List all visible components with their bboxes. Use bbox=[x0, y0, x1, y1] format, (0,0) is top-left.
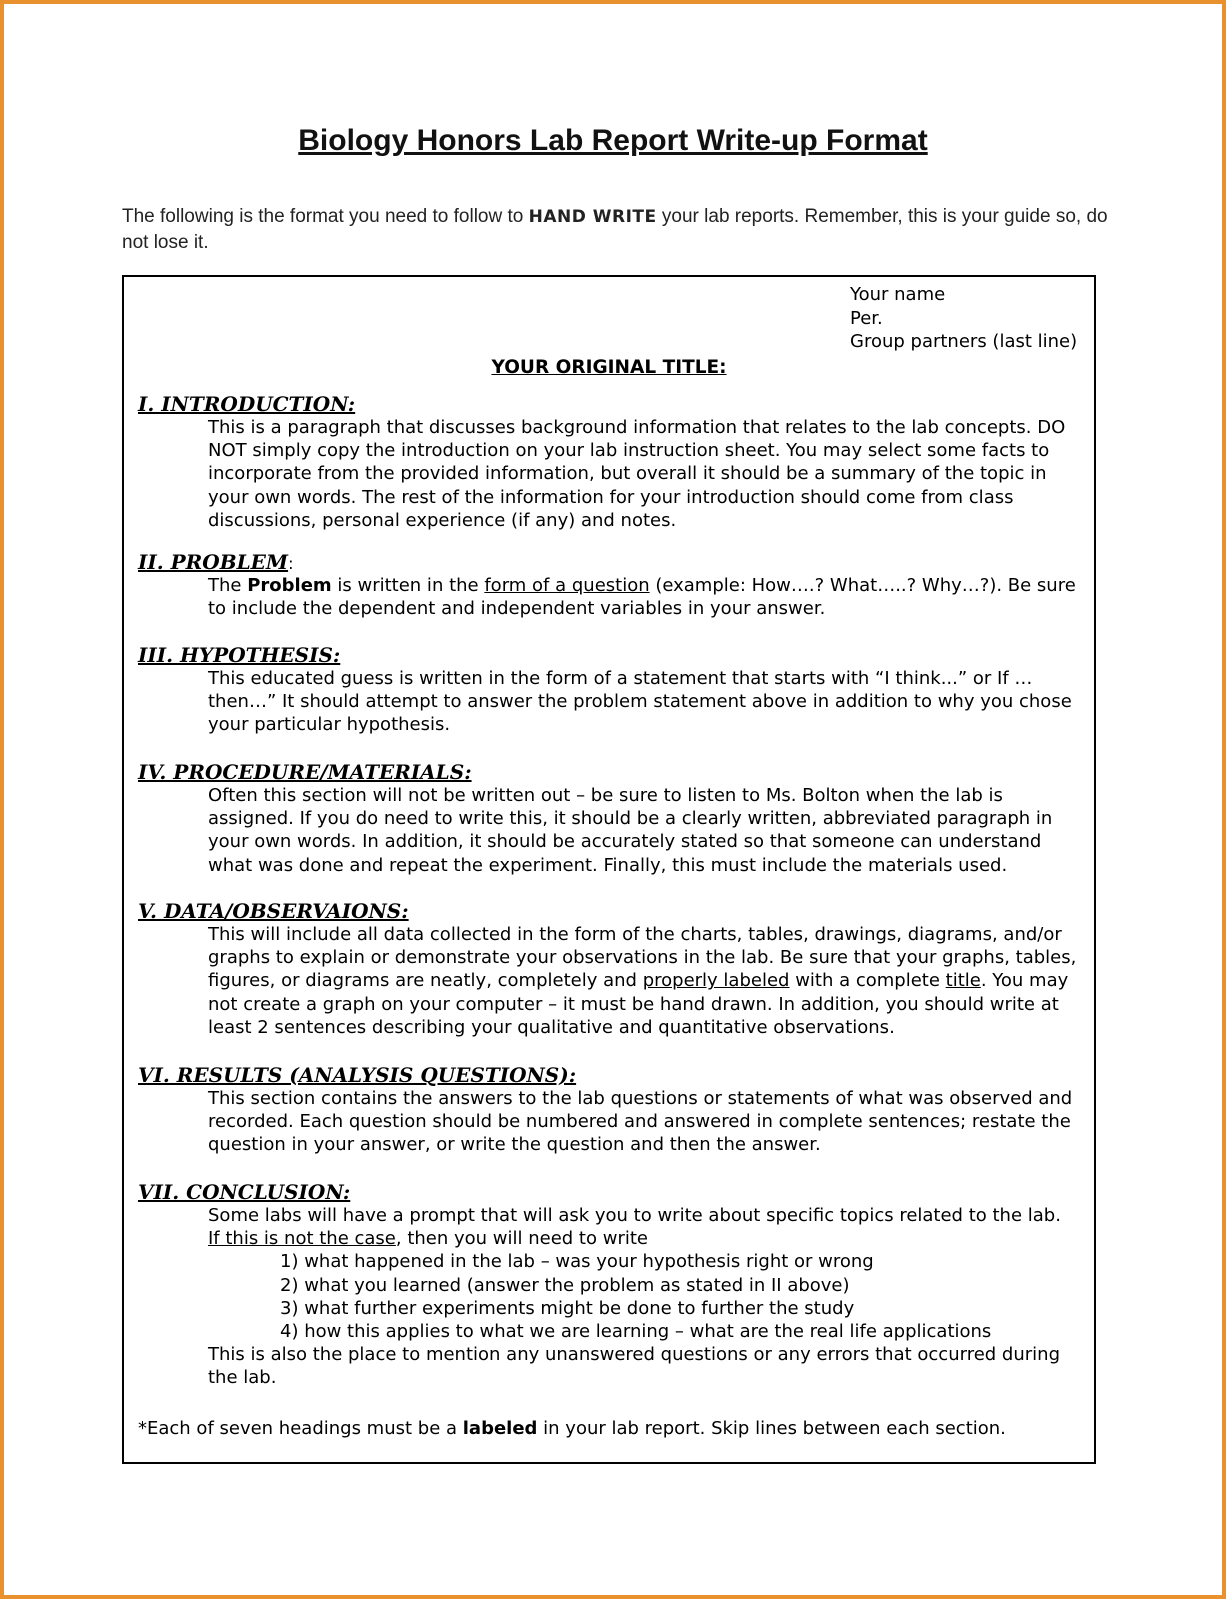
section-heading-row bbox=[138, 550, 1088, 574]
report-title: YOUR ORIGINAL TITLE: bbox=[491, 357, 727, 378]
section-problem bbox=[138, 550, 1088, 620]
section-body bbox=[208, 1204, 1078, 1390]
section-body bbox=[208, 574, 1078, 620]
section-conclusion bbox=[138, 1180, 1088, 1390]
intro-post: your lab reports. Remember, this is your guide so, do not lose it. bbox=[122, 206, 1108, 253]
body-text: (example: How….? What…..? Why…?). Be sure to include the dependent and independent variables in your answer. bbox=[208, 575, 1076, 620]
heading-colon: : bbox=[288, 554, 294, 573]
footer-bold-text: labeled bbox=[462, 1418, 538, 1439]
student-period-line: Per. bbox=[850, 307, 883, 329]
footer-note bbox=[138, 1417, 1006, 1440]
intro-emphasis: HAND WRITE bbox=[528, 207, 657, 227]
body-text: is written in the bbox=[331, 575, 485, 596]
body-text: . You may not create a graph on your computer – it must be hand drawn. In addition, you should write at least 2 sentences describing your qualitative and quantitative observations. bbox=[208, 970, 1069, 1038]
section-body: This section contains the answers to the lab questions or statements of what was observed and recorded. Each question should be numbered and answered in complete sentences; restate the question in your answer, or write the question and then the answer. bbox=[208, 1088, 1073, 1156]
section-heading: II. PROBLEM bbox=[138, 550, 289, 574]
body-underlined-text: If this is not the case bbox=[208, 1228, 396, 1250]
body-text: The bbox=[208, 575, 248, 596]
body-text-line bbox=[208, 1227, 1078, 1250]
section-heading: VII. CONCLUSION: bbox=[138, 1180, 351, 1204]
body-text: This is also the place to mention any unanswered questions or any errors that occurred during the lab. bbox=[208, 1344, 1060, 1389]
section-body: Often this section will not be written out – be sure to listen to Ms. Bolton when the lab is assigned. If you do need to write this, it should be a clearly written, abbreviated paragraph in your own words. In addition, it should be accurately stated so that someone can understand what was done and repeat the experiment. Finally, this must include the materials used. bbox=[208, 785, 1053, 876]
section-data bbox=[138, 899, 1088, 1039]
group-partners-line: Group partners (last line) bbox=[850, 331, 1078, 352]
section-heading: IV. PROCEDURE/MATERIALS: bbox=[138, 760, 472, 784]
list-item: 4) how this applies to what we are learning – what are the real life applications bbox=[280, 1321, 992, 1343]
list-item: 3) what further experiments might be done to further the study bbox=[280, 1297, 855, 1319]
section-hypothesis bbox=[138, 643, 1088, 737]
student-name-line: Your name bbox=[850, 284, 946, 305]
section-heading: III. HYPOTHESIS: bbox=[138, 643, 341, 667]
student-info bbox=[850, 283, 1077, 354]
footer-text: in your lab report. Skip lines between each section. bbox=[537, 1418, 1006, 1439]
section-body: This is a paragraph that discusses background information that relates to the lab concepts. DO NOT simply copy the introduction on your lab instruction sheet. You may select some facts to incorporate from the provided information, but overall it should be a summary of the topic in your own words. The rest of the information for your introduction should come from class discussions, personal experience (if any) and notes. bbox=[208, 417, 1066, 531]
body-underlined-text: properly labeled bbox=[642, 970, 790, 992]
list-item: 1) what happened in the lab – was your hypothesis right or wrong bbox=[280, 1251, 874, 1273]
section-heading: VI. RESULTS (ANALYSIS QUESTIONS): bbox=[138, 1063, 577, 1087]
section-heading: V. DATA/OBSERVAIONS: bbox=[138, 899, 409, 923]
section-body: This educated guess is written in the form of a statement that starts with “I think...” or If … then…” It should attempt to answer the problem statement above in addition to why you chose your particular hypothesis. bbox=[208, 668, 1072, 736]
section-body bbox=[208, 923, 1078, 1039]
body-text: , then you will need to write bbox=[395, 1228, 648, 1250]
body-text: This will include all data collected in the form of the charts, tables, drawings, diagrams, and/or graphs to explain or demonstrate your observations in the lab. Be sure that your graphs, tables, figures, or diagrams are neatly, completely and bbox=[208, 924, 1077, 992]
section-heading: I. INTRODUCTION: bbox=[138, 392, 356, 416]
body-underlined-text: form of a question bbox=[484, 575, 650, 596]
list-item: 2) what you learned (answer the problem as stated in II above) bbox=[280, 1274, 850, 1296]
body-text: with a complete bbox=[789, 970, 946, 992]
footer-text: *Each of seven headings must be a bbox=[138, 1418, 463, 1439]
section-introduction bbox=[138, 392, 1088, 532]
section-results bbox=[138, 1063, 1088, 1157]
body-underlined-text: title bbox=[945, 970, 981, 992]
intro-paragraph bbox=[122, 204, 1112, 255]
intro-pre: The following is the format you need to follow to bbox=[122, 206, 529, 227]
template-box bbox=[122, 275, 1096, 1464]
section-procedure bbox=[138, 760, 1088, 877]
body-text: Some labs will have a prompt that will ask you to write about specific topics related to the lab. bbox=[208, 1205, 1061, 1226]
body-bold-text: Problem bbox=[247, 575, 332, 596]
conclusion-list bbox=[280, 1250, 1078, 1343]
page-title: Biology Honors Lab Report Write-up Format bbox=[298, 124, 928, 157]
